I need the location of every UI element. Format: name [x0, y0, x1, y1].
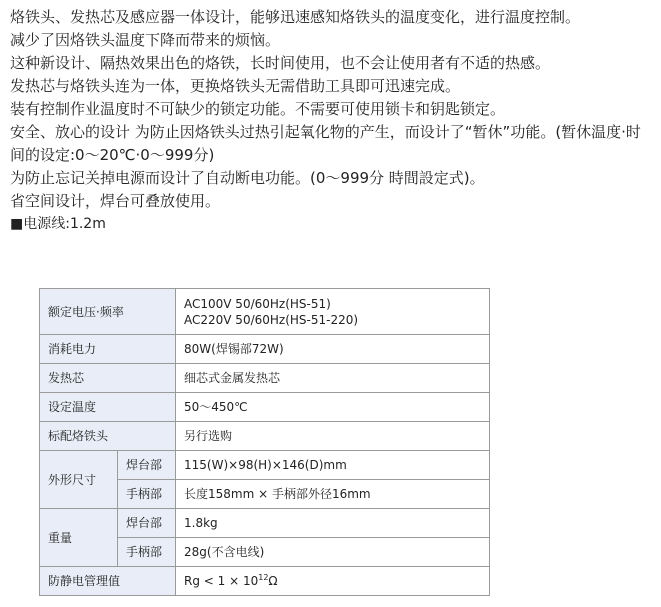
table-row [40, 422, 490, 451]
description-line: 装有控制作业温度时不可缺少的锁定功能。不需要可使用锁卡和钥匙锁定。 [10, 100, 506, 118]
description-line: 为防止忘记关掉电源而设计了自动断电功能。(0～999分 時間設定式)。 [10, 169, 485, 187]
table-row [40, 289, 490, 335]
description-line: 安全、放心的设计 为防止因烙铁头过热引起氧化物的产生，而设计了“暂休”功能。(暂休温度·时间的设定:0～20℃·0～999分) [10, 123, 641, 164]
spec-value [176, 289, 490, 335]
spec-value [176, 567, 490, 596]
description-line: 发热芯与烙铁头连为一体，更换烙铁头无需借助工具即可迅速完成。 [10, 77, 461, 95]
spec-label: 额定电压·频率 [40, 289, 176, 335]
spec-value: 1.8kg [176, 509, 490, 538]
description-line: 减少了因烙铁头温度下降而带来的烦恼。 [10, 31, 281, 49]
table-row [40, 567, 490, 596]
spec-value: 另行选购 [176, 422, 490, 451]
spec-sublabel: 手柄部 [118, 538, 176, 567]
product-description [10, 6, 655, 236]
spec-value: 长度158mm × 手柄部外径16mm [176, 480, 490, 509]
spec-sublabel: 焊台部 [118, 509, 176, 538]
spec-value: 115(W)×98(H)×146(D)mm [176, 451, 490, 480]
table-row [40, 509, 490, 538]
description-line: 省空间设计，焊台可叠放使用。 [10, 192, 221, 210]
spec-label: 外形尺寸 [40, 451, 118, 509]
power-cord-info: ■电源线:1.2m [10, 216, 106, 232]
spec-value-line: AC220V 50/60Hz(HS-51-220) [184, 312, 359, 327]
spec-sublabel: 手柄部 [118, 480, 176, 509]
esd-value-unit: Ω [268, 574, 278, 588]
table-row [40, 451, 490, 480]
esd-value-prefix: Rg < 1 × 10 [184, 574, 259, 588]
table-row [40, 364, 490, 393]
description-line: 烙铁头、发热芯及感应器一体设计，能够迅速感知烙铁头的温度变化，进行温度控制。 [10, 8, 581, 26]
spec-sublabel: 焊台部 [118, 451, 176, 480]
spec-label: 发热芯 [40, 364, 176, 393]
table-row [40, 335, 490, 364]
spec-value: 细芯式金属发热芯 [176, 364, 490, 393]
spec-label: 消耗电力 [40, 335, 176, 364]
spec-table [39, 288, 490, 596]
spec-value: 50～450℃ [176, 393, 490, 422]
spec-label: 设定温度 [40, 393, 176, 422]
spec-label: 重量 [40, 509, 118, 567]
description-line: 这种新设计、隔热效果出色的烙铁，长时间使用，也不会让使用者有不适的热感。 [10, 54, 551, 72]
table-row [40, 393, 490, 422]
spec-value: 28g(不含电线) [176, 538, 490, 567]
spec-value: 80W(焊锡部72W) [176, 335, 490, 364]
spec-label: 防静电管理值 [40, 567, 176, 596]
spec-value-line: AC100V 50/60Hz(HS-51) [184, 296, 331, 311]
spec-label: 标配烙铁头 [40, 422, 176, 451]
esd-value-exponent: 12 [258, 573, 269, 582]
